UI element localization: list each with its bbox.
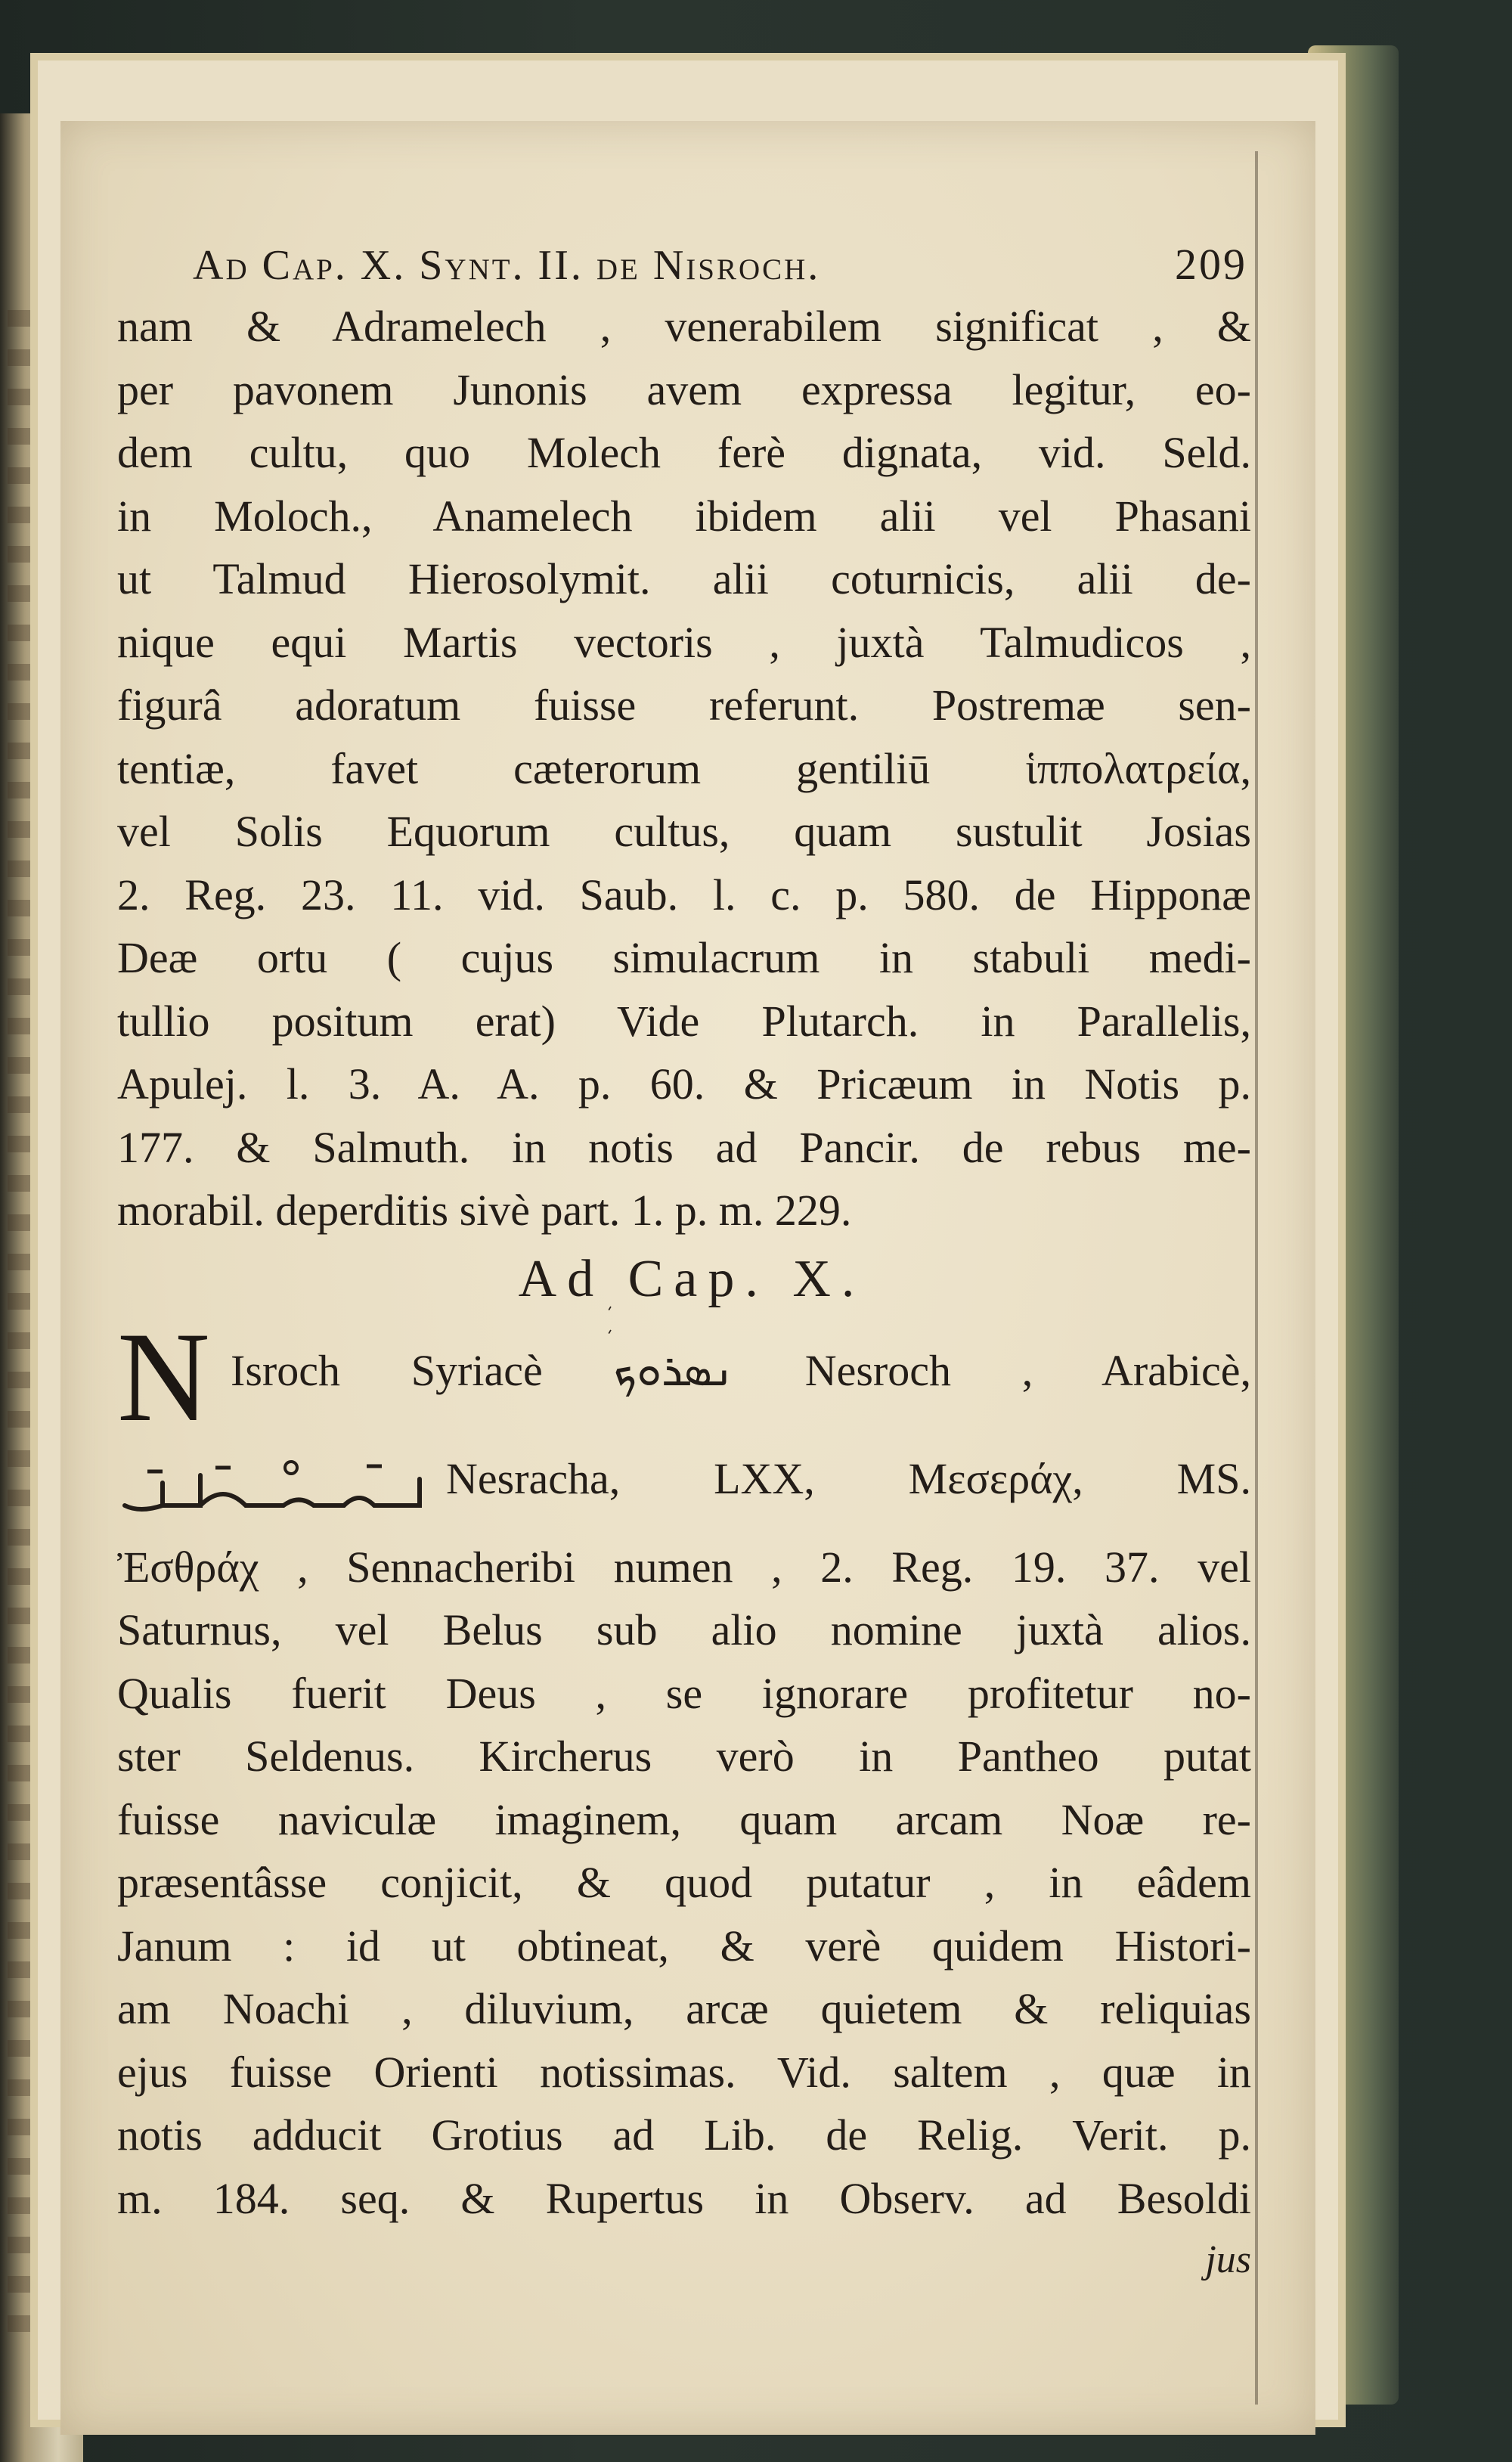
text-line: ut Talmud Hierosolymit. alii coturnicis, alii de- bbox=[117, 554, 1251, 603]
text-line: tullio positum erat) Vide Plutarch. in Parallelis, bbox=[117, 996, 1251, 1046]
text-line: ejus fuisse Orienti notissimas. Vid. saltem , quæ in bbox=[117, 2047, 1251, 2097]
text-line: ster Seldenus. Kircherus verò in Pantheo putat bbox=[117, 1732, 1251, 1781]
drop-cap-letter: N bbox=[117, 1305, 210, 1448]
text-line: fuisse naviculæ imaginem, quam arcam Noæ re- bbox=[117, 1794, 1251, 1844]
text-line: 177. & Salmuth. in notis ad Pancir. de rebus me- bbox=[117, 1122, 1251, 1172]
text-line: Ἐσθράχ , Sennacheribi numen , 2. Reg. 19. 37. vel bbox=[117, 1542, 1251, 1592]
text-line: figurâ adoratum fuisse referunt. Postremæ sen- bbox=[117, 681, 1251, 730]
paragraph-1 bbox=[117, 295, 1251, 1242]
page-fold-line bbox=[1255, 151, 1258, 2405]
text-line: notis adducit Grotius ad Lib. de Relig. Verit. p. bbox=[117, 2110, 1251, 2160]
page-number: 209 bbox=[1175, 240, 1247, 289]
text-line: tentiæ, favet cæterorum gentiliū ἱππολατρεία, bbox=[117, 743, 1251, 793]
arabic-row bbox=[117, 1430, 1251, 1536]
running-header bbox=[193, 234, 1251, 295]
section-title: Ad Cap. X. bbox=[518, 1249, 866, 1308]
catchword: jus bbox=[1205, 2238, 1251, 2281]
arabic-transcription-line: Nesracha, LXX, Μεσεράχ, MS. bbox=[446, 1453, 1251, 1503]
paragraph-2 bbox=[117, 1536, 1251, 2231]
text-line: in Moloch., Anamelech ibidem alii vel Phasani bbox=[117, 491, 1251, 541]
running-head: Ad Cap. X. Synt. II. de Nisroch. bbox=[193, 242, 821, 289]
text-line: am Noachi , diluvium, arcæ quietem & reliquias bbox=[117, 1984, 1251, 2033]
book-page bbox=[60, 121, 1315, 2435]
text-line: præsentâsse conjicit, & quod putatur , in eâdem bbox=[117, 1858, 1251, 1907]
text-line: Saturnus, vel Belus sub alio nomine juxtà alios. bbox=[117, 1605, 1251, 1654]
text-line: Deæ ortu ( cujus simulacrum in stabuli medi- bbox=[117, 933, 1251, 982]
syriac-vowel-marks: ܿ ܼ bbox=[601, 1301, 608, 1332]
text-line: m. 184. seq. & Rupertus in Observ. ad Besoldi bbox=[117, 2173, 1251, 2223]
text-line: per pavonem Junonis avem expressa legitur, eo- bbox=[117, 364, 1251, 414]
text-line: Qualis fuerit Deus , se ignorare profitetur no- bbox=[117, 1668, 1251, 1718]
text-line: 2. Reg. 23. 11. vid. Saub. l. c. p. 580. de Hipponæ bbox=[117, 870, 1251, 919]
arabic-script-glyphs bbox=[117, 1453, 435, 1521]
text-line: vel Solis Equorum cultus, quam sustulit Josias bbox=[117, 807, 1251, 856]
drop-cap-line: Isroch Syriacè ܢܣܪܘܟ Nesroch , Arabicè, bbox=[231, 1345, 1251, 1395]
drop-cap-row bbox=[117, 1301, 1251, 1448]
text-line: dem cultu, quo Molech ferè dignata, vid. Seld. bbox=[117, 428, 1251, 477]
text-line: morabil. deperditis sivè part. 1. p. m. 229. bbox=[117, 1186, 852, 1235]
text-line: Janum : id ut obtineat, & verè quidem Histori- bbox=[117, 1921, 1251, 1971]
page-text-column bbox=[117, 234, 1251, 2290]
text-line: nique equi Martis vectoris , juxtà Talmudicos , bbox=[117, 617, 1251, 667]
text-line: Apulej. l. 3. A. A. p. 60. & Pricæum in Notis p. bbox=[117, 1059, 1251, 1109]
text-line: nam & Adramelech , venerabilem significat , & bbox=[117, 302, 1251, 351]
